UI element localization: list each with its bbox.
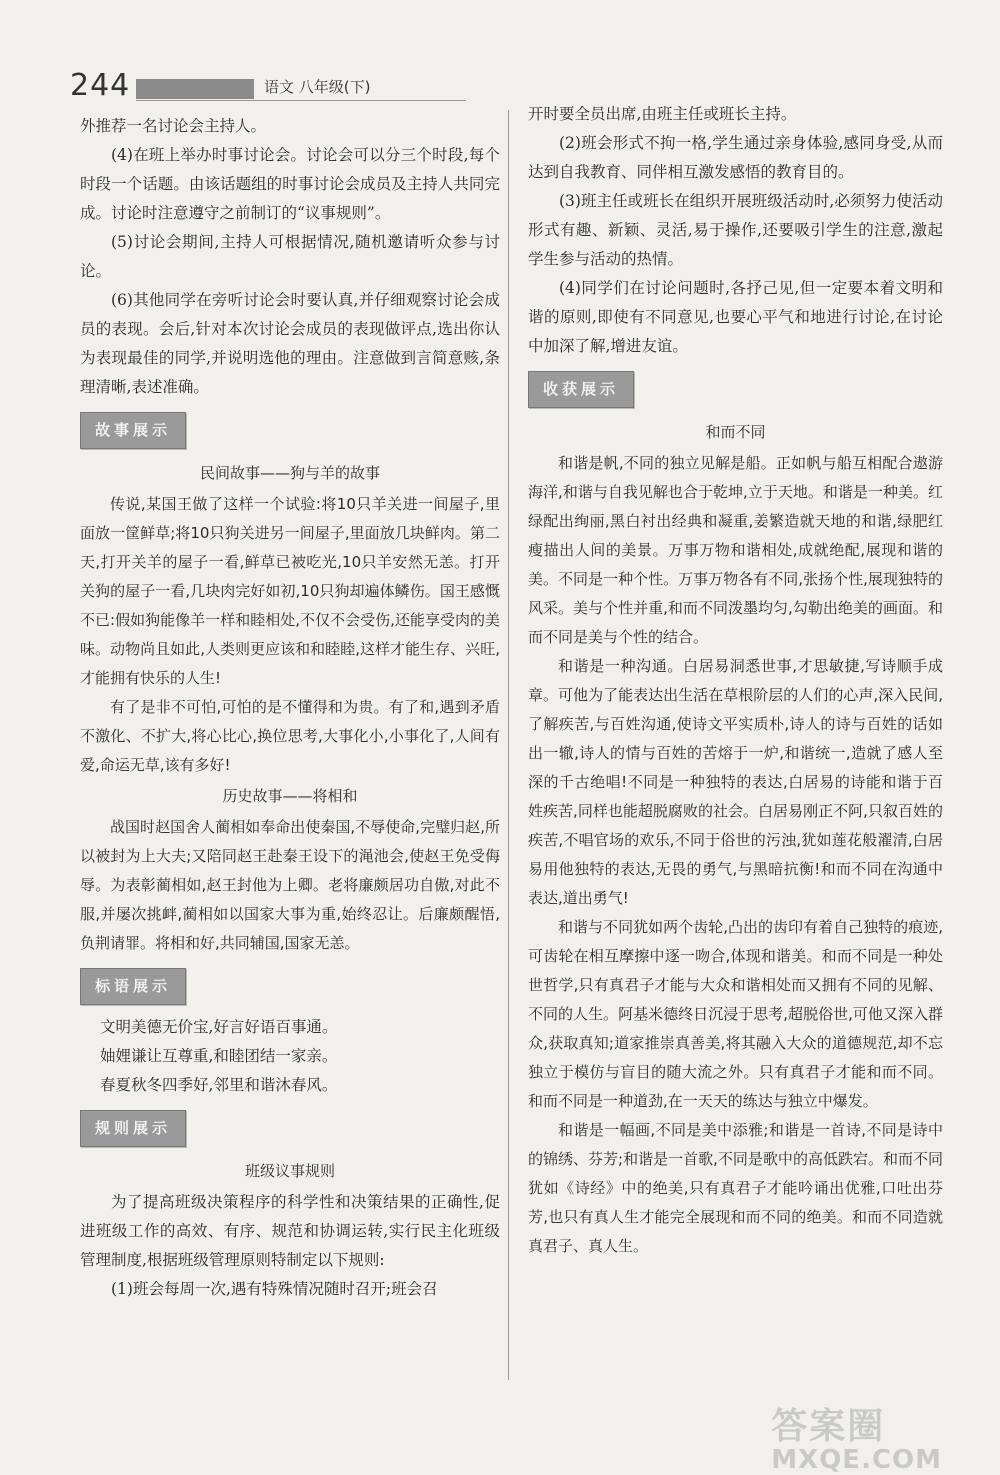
subject-label: 语文 八年级(下) xyxy=(264,78,371,96)
story2-title: 历史故事——将相和 xyxy=(222,787,358,805)
left-column xyxy=(80,112,500,1304)
paragraph: (5)讨论会期间,主持人可根据情况,随机邀请听众参与讨论。 xyxy=(80,233,500,280)
paragraph: (4)在班上举办时事讨论会。讨论会可以分三个时段,每个时段一个话题。由该话题组的时事讨论会成员及主持人共同完成。讨论时注意遵守之前制订的“议事规则”。 xyxy=(80,146,500,222)
paragraph: 为了提高班级决策程序的科学性和决策结果的正确性,促进班级工作的高效、有序、规范和协调运转,实行民主化班级管理制度,根据班级管理原则特制定以下规则: xyxy=(80,1193,500,1269)
paragraph: 外推荐一名讨论会主持人。 xyxy=(80,117,267,135)
section-label-slogan: 标语展示 xyxy=(80,968,186,1005)
section-label-rules: 规则展示 xyxy=(80,1110,186,1147)
watermark-url: MXQE.COM xyxy=(771,1445,942,1475)
paragraph: 有了是非不可怕,可怕的是不懂得和为贵。有了和,遇到矛盾不激化、不扩大,将心比心,换位思考,大事化小,小事化了,人间有爱,命运无草,该有多好! xyxy=(80,698,500,774)
slogan-line: 妯娌谦让互尊重,和睦团结一家亲。 xyxy=(100,1047,338,1065)
rules-title: 班级议事规则 xyxy=(244,1162,335,1180)
watermark-text: 答案圈 xyxy=(771,1406,886,1447)
paragraph: 开时要全员出席,由班主任或班长主持。 xyxy=(528,105,797,123)
series-banner xyxy=(136,79,254,99)
paragraph: (2)班会形式不拘一格,学生通过亲身体验,感同身受,从而达到自我教育、同伴相互激发感悟的教育目的。 xyxy=(528,134,943,181)
column-divider xyxy=(508,110,509,1380)
slogan-line: 文明美德无价宝,好言好语百事通。 xyxy=(100,1018,338,1036)
paragraph: 传说,某国王做了这样一个试验:将10只羊关进一间屋子,里面放一筐鲜草;将10只狗关进另一间屋子,里面放几块鲜肉。第二天,打开关羊的屋子一看,鲜草已被吃光,10只羊安然无恙。打开关狗的屋子一看,几块肉完好如初,10只狗却遍体鳞伤。国王感慨不已:假如狗能像羊一样和睦相处,不仅不会受伤,还能享受肉的美味。动物尚且如此,人类则更应该和和睦睦,这样才能生存、兴旺,才能拥有快乐的人生! xyxy=(80,495,500,687)
story1-title: 民间故事——狗与羊的故事 xyxy=(199,464,380,482)
page-header xyxy=(70,68,530,108)
essay-title: 和而不同 xyxy=(705,423,766,441)
paragraph: (4)同学们在讨论问题时,各抒己见,但一定要本着文明和谐的原则,即使有不同意见,也要心平气和地进行讨论,在讨论中加深了解,增进友谊。 xyxy=(528,279,943,355)
paragraph: 和谐是一幅画,不同是美中添雅;和谐是一首诗,不同是诗中的锦绣、芬芳;和谐是一首歌,不同是歌中的高低跌宕。和而不同犹如《诗经》中的绝美,只有真君子才能吟诵出优雅,口吐出芬芳,也只有真人生才能完全展现和而不同的绝美。和而不同造就真君子、真人生。 xyxy=(528,1121,943,1255)
paragraph: 和谐是一种沟通。白居易洞悉世事,才思敏捷,写诗顺手成章。可他为了能表达出生活在草根阶层的人们的心声,深入民间,了解疾苦,与百姓沟通,使诗文平实质朴,诗人的诗与百姓的话如出一辙,诗人的情与百姓的苦熔于一炉,和谐统一,造就了感人至深的千古绝唱!不同是一种独特的表达,白居易的诗能和谐于百姓疾苦,同样也能超脱腐败的社会。白居易刚正不阿,只叙百姓的疾苦,不唱官场的欢乐,不同于俗世的污浊,犹如莲花般濯清,白居易用他独特的表达,无畏的勇气,与黑暗抗衡!和而不同在沟通中表达,道出勇气! xyxy=(528,657,943,907)
page-number: 244 xyxy=(70,68,131,103)
header-rule xyxy=(136,100,466,101)
paragraph: (6)其他同学在旁听讨论会时要认真,并仔细观察讨论会成员的表现。会后,针对本次讨论会成员的表现做评点,选出你认为表现最佳的同学,并说明选他的理由。注意做到言简意赅,条理清晰,表述准确。 xyxy=(80,291,500,396)
paragraph: (3)班主任或班长在组织开展班级活动时,必须努力使活动形式有趣、新颖、灵活,易于操作,还要吸引学生的注意,激起学生参与活动的热情。 xyxy=(528,192,943,268)
paragraph: (1)班会每周一次,遇有特殊情况随时召开;班会召 xyxy=(111,1280,438,1298)
section-label-harvest: 收获展示 xyxy=(528,371,634,408)
right-column xyxy=(528,100,943,1261)
watermark xyxy=(771,1398,942,1475)
paragraph: 战国时赵国舍人蔺相如奉命出使秦国,不辱使命,完璧归赵,所以被封为上大夫;又陪同赵王赴秦王设下的渑池会,使赵王免受侮辱。为表彰蔺相如,赵王封他为上卿。老将廉颇居功自傲,对此不服,并屡次挑衅,蔺相如以国家大事为重,始终忍让。后廉颇醒悟,负荆请罪。将相和好,共同辅国,国家无恙。 xyxy=(80,818,500,952)
paragraph: 和谐是帆,不同的独立见解是船。正如帆与船互相配合遨游海洋,和谐与自我见解也合于乾坤,立于天地。和谐是一种美。红绿配出绚丽,黑白衬出经典和凝重,姜繁造就天地的和谐,绿肥红瘦描出人间的美景。万事万物和谐相处,成就绝配,展现和谐的美。不同是一种个性。万事万物各有不同,张扬个性,展现独特的风采。美与个性并重,和而不同泼墨均匀,勾勒出绝美的画面。和而不同是美与个性的结合。 xyxy=(528,454,943,646)
paragraph: 和谐与不同犹如两个齿轮,凸出的齿印有着自己独特的痕迹,可齿轮在相互摩擦中逐一吻合,体现和谐美。和而不同是一种处世哲学,只有真君子才能与大众和谐相处而又拥有不同的见解、不同的人生。阿基米德终日沉浸于思考,超脱俗世,可他又深入群众,获取真知;道家推崇真善美,将其融入大众的道德规范,却不忘独立于模仿与盲目的随大流之外。只有真君子才能和而不同。和而不同是一种道劲,在一天天的练达与独立中爆发。 xyxy=(528,918,943,1110)
slogan-line: 春夏秋冬四季好,邻里和谐沐春风。 xyxy=(100,1076,338,1094)
section-label-story: 故事展示 xyxy=(80,412,186,449)
